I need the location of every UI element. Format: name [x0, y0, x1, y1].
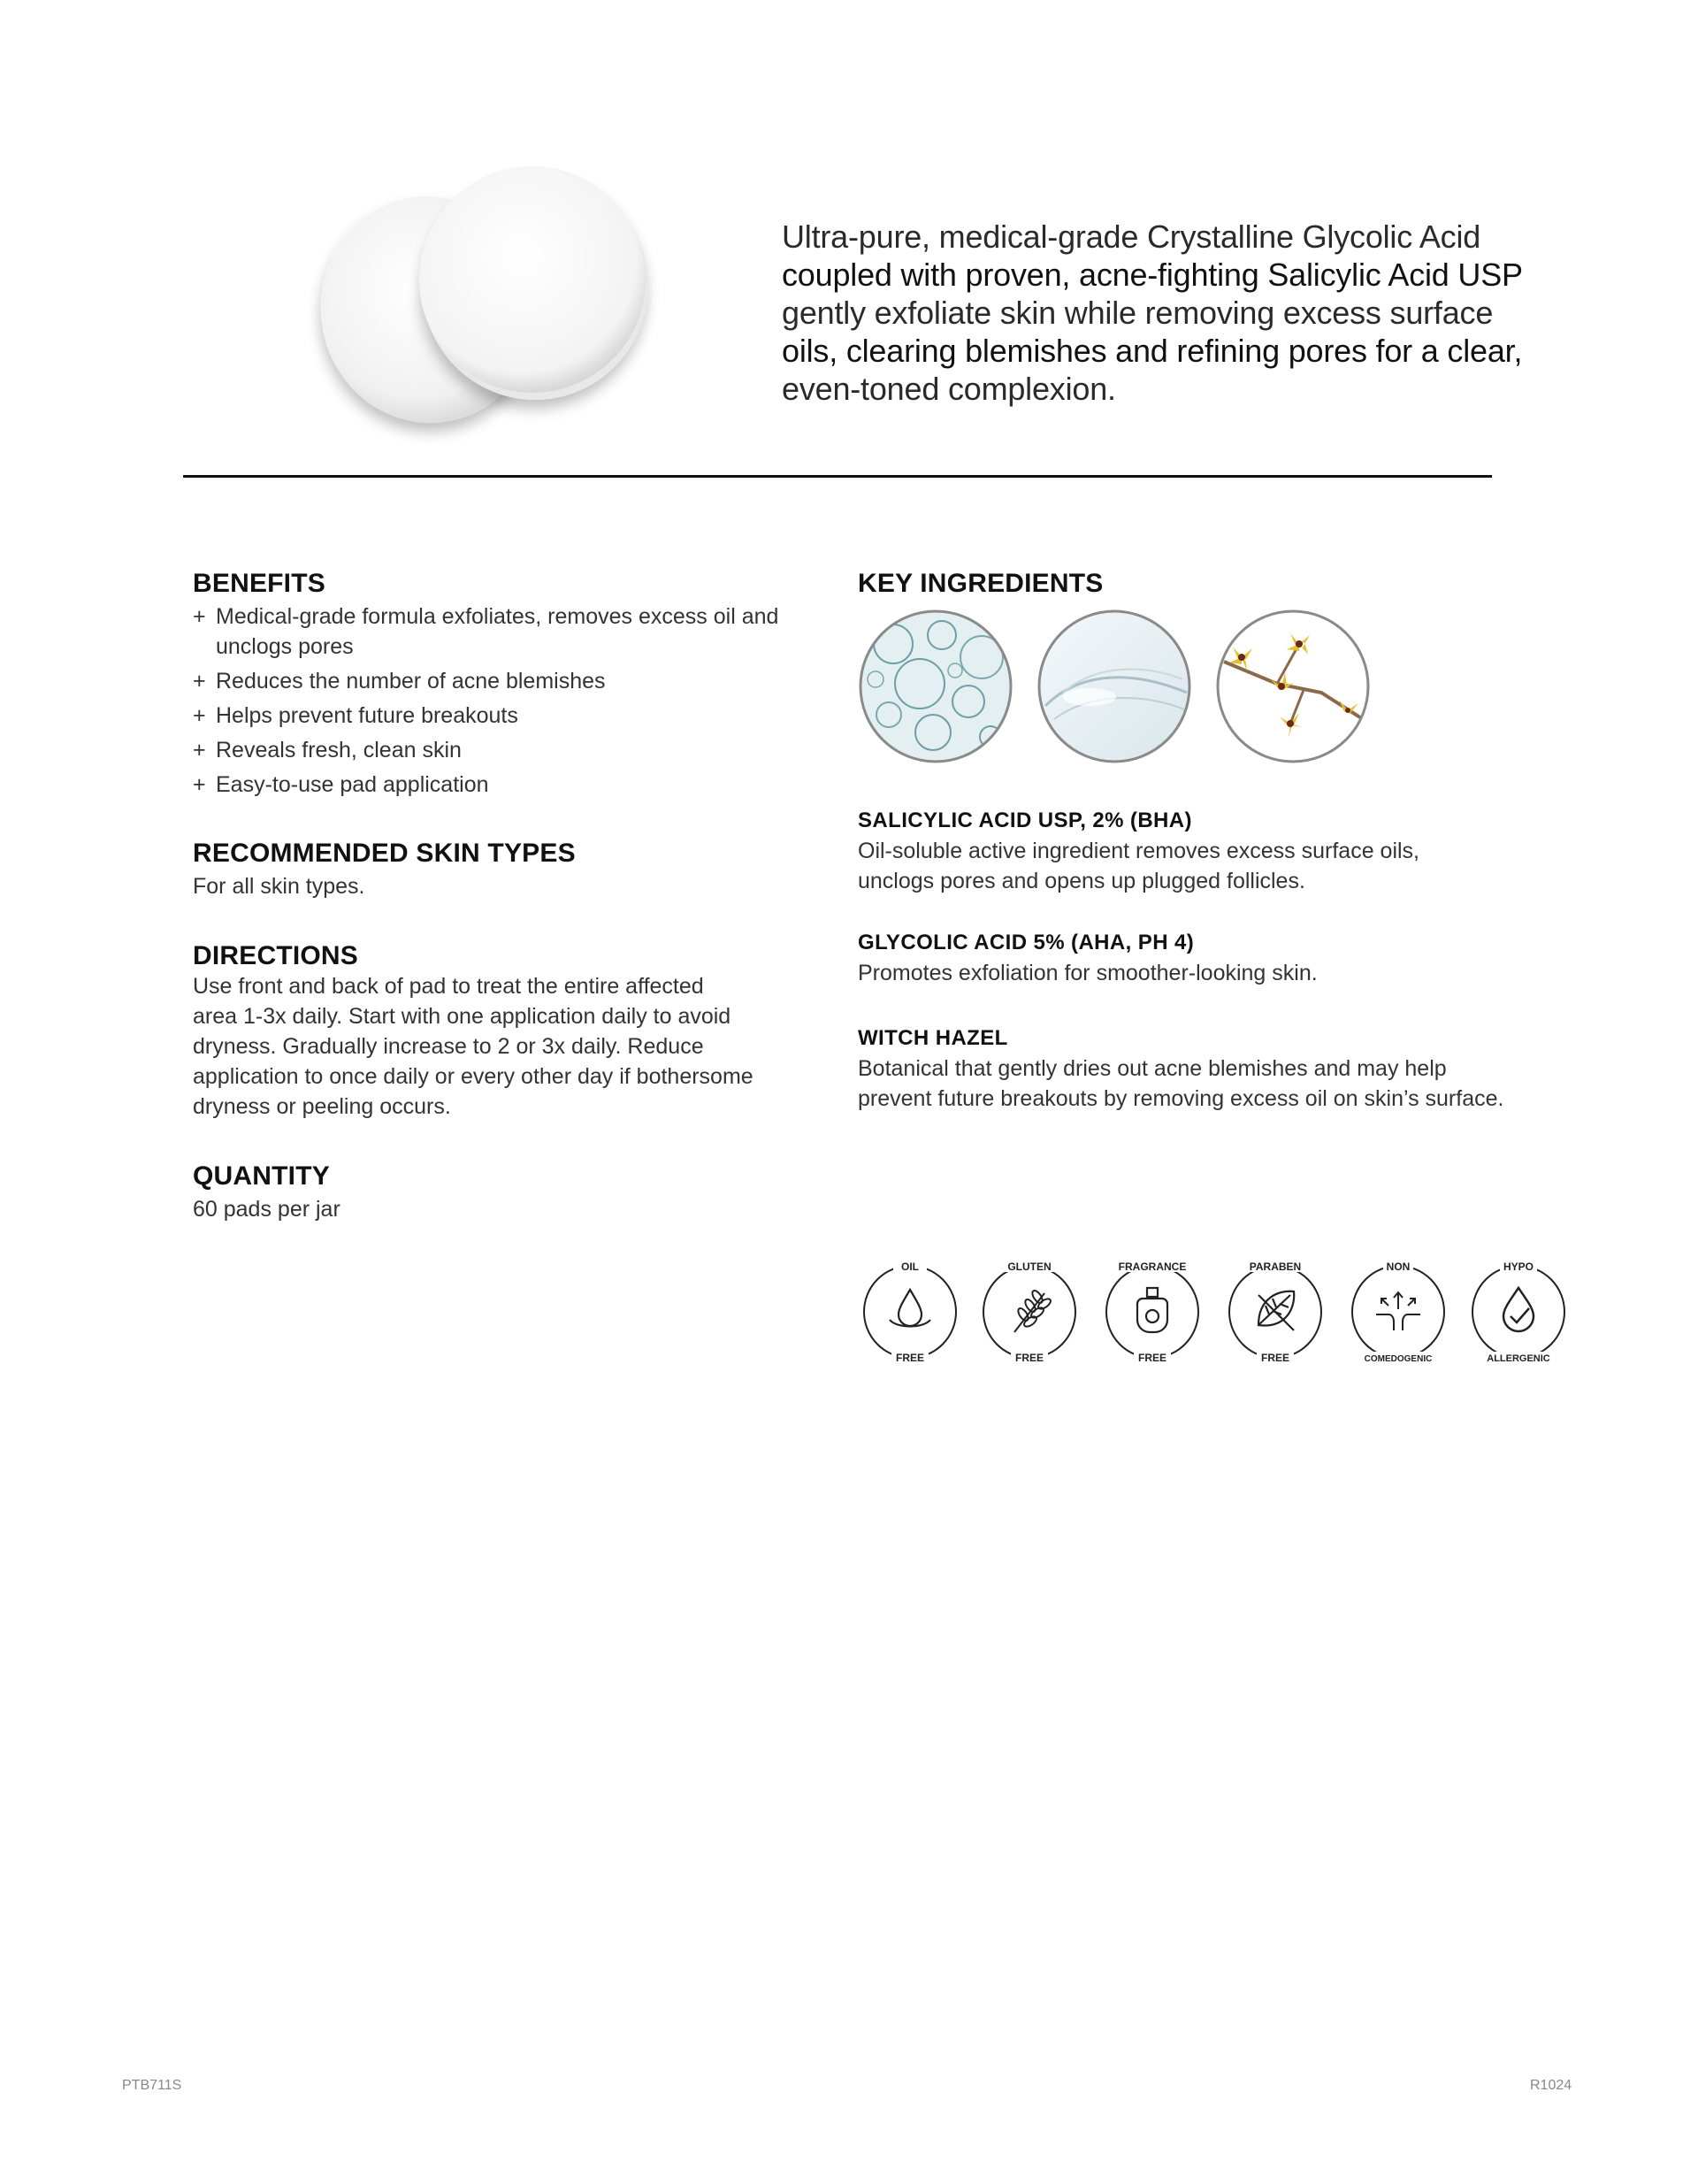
- benefit-text: Reveals fresh, clean skin: [216, 738, 462, 762]
- list-item: [193, 735, 794, 765]
- ingredient-name: GLYCOLIC ACID 5% (AHA, PH 4): [858, 931, 1195, 954]
- bullet-plus: +: [193, 772, 206, 797]
- non-comedogenic-badge: [1346, 1254, 1450, 1369]
- description-line: Ultra-pure, medical-grade Crystalline Glycolic Acid: [782, 218, 1481, 255]
- ingredient-desc-line: prevent future breakouts by removing excess oil on skin’s surface.: [858, 1086, 1504, 1111]
- description-line: even-toned complexion.: [782, 371, 1116, 407]
- ingredient-description: [858, 1054, 1503, 1114]
- gel-swirl-texture-icon: [1036, 609, 1192, 764]
- directions-line: Use front and back of pad to treat the entire affected: [193, 974, 704, 999]
- badge-top-label: GLUTEN: [1007, 1261, 1052, 1273]
- directions-line: application to once daily or every other day if bothersome: [193, 1064, 753, 1089]
- quantity-text: 60 pads per jar: [193, 1197, 340, 1222]
- product-description: [782, 218, 1560, 408]
- paraben-free-badge: [1223, 1254, 1327, 1369]
- drop-check-icon: [1503, 1288, 1534, 1331]
- witch-hazel-flower-icon: [1215, 609, 1371, 764]
- quantity-heading: QUANTITY: [193, 1161, 330, 1191]
- bullet-plus: +: [193, 669, 206, 694]
- revision-code: R1024: [1530, 2078, 1572, 2093]
- description-line: oils, clearing blemishes and refining pores for a clear,: [782, 333, 1523, 369]
- list-item: [193, 701, 794, 731]
- key-ingredients-heading: KEY INGREDIENTS: [858, 569, 1104, 598]
- ingredient-desc-line: unclogs pores and opens up plugged follicles.: [858, 869, 1305, 893]
- ingredient-name: SALICYLIC ACID USP, 2% (BHA): [858, 808, 1192, 832]
- bubbles-texture-icon: [858, 609, 1013, 764]
- badge-bottom-label: FREE: [1260, 1352, 1290, 1364]
- badge-bottom-label: FREE: [1137, 1352, 1167, 1364]
- pore-arrows-icon: [1376, 1292, 1420, 1330]
- description-line: coupled with proven, acne-fighting Salicylic Acid USP: [782, 257, 1523, 293]
- skin-types-heading: RECOMMENDED SKIN TYPES: [193, 839, 576, 868]
- ingredient-desc-line: Botanical that gently dries out acne blemishes and may help: [858, 1056, 1447, 1081]
- section-divider: [183, 475, 1492, 478]
- hypoallergenic-badge: [1466, 1254, 1571, 1369]
- directions-line: dryness. Gradually increase to 2 or 3x daily. Reduce: [193, 1034, 704, 1059]
- badge-bottom-label: COMEDOGENIC: [1364, 1354, 1433, 1364]
- oil-free-badge: [858, 1254, 962, 1369]
- benefits-heading: BENEFITS: [193, 569, 325, 598]
- directions-line: area 1-3x daily. Start with one application daily to avoid: [193, 1004, 731, 1029]
- oil-drop-icon: [890, 1290, 930, 1327]
- ingredient-desc-line: Oil-soluble active ingredient removes excess surface oils,: [858, 839, 1419, 863]
- wheat-icon: [1014, 1289, 1052, 1332]
- leaf-icon: [1258, 1291, 1294, 1330]
- list-item: [193, 770, 794, 800]
- fragrance-free-badge: [1100, 1254, 1205, 1369]
- bullet-plus: +: [193, 703, 206, 728]
- benefit-text: Reduces the number of acne blemishes: [216, 669, 606, 694]
- bullet-plus: +: [193, 738, 206, 762]
- ingredient-description: [858, 836, 1419, 896]
- badge-top-label: OIL: [901, 1261, 919, 1273]
- ingredient-desc-line: Promotes exfoliation for smoother-looking skin.: [858, 961, 1318, 985]
- benefit-text: Helps prevent future breakouts: [216, 703, 518, 728]
- product-code: PTB711S: [122, 2078, 182, 2093]
- list-item: [193, 602, 794, 662]
- badge-bottom-label: FREE: [1014, 1352, 1044, 1364]
- directions-text: [193, 971, 794, 1122]
- ingredient-description: [858, 958, 1318, 988]
- badge-bottom-label: FREE: [895, 1352, 925, 1364]
- directions-heading: DIRECTIONS: [193, 941, 359, 970]
- perfume-bottle-icon: [1137, 1288, 1167, 1332]
- gluten-free-badge: [977, 1254, 1082, 1369]
- benefit-text: Easy-to-use pad application: [216, 772, 489, 797]
- list-item: [193, 666, 794, 696]
- badge-top-label: PARABEN: [1249, 1261, 1302, 1273]
- bullet-plus: +: [193, 604, 206, 629]
- benefits-list: [193, 602, 794, 804]
- description-line: gently exfoliate skin while removing excess surface: [782, 295, 1494, 331]
- product-pads-image: [292, 159, 681, 451]
- badge-top-label: NON: [1386, 1261, 1411, 1273]
- badge-top-label: FRAGRANCE: [1118, 1261, 1187, 1273]
- skin-types-text: For all skin types.: [193, 874, 365, 899]
- directions-line: dryness or peeling occurs.: [193, 1094, 451, 1119]
- badge-top-label: HYPO: [1503, 1261, 1534, 1273]
- ingredient-name: WITCH HAZEL: [858, 1026, 1008, 1050]
- benefit-text: Medical-grade formula exfoliates, removes excess oil and unclogs pores: [216, 604, 779, 659]
- badge-bottom-label: ALLERGENIC: [1487, 1353, 1550, 1364]
